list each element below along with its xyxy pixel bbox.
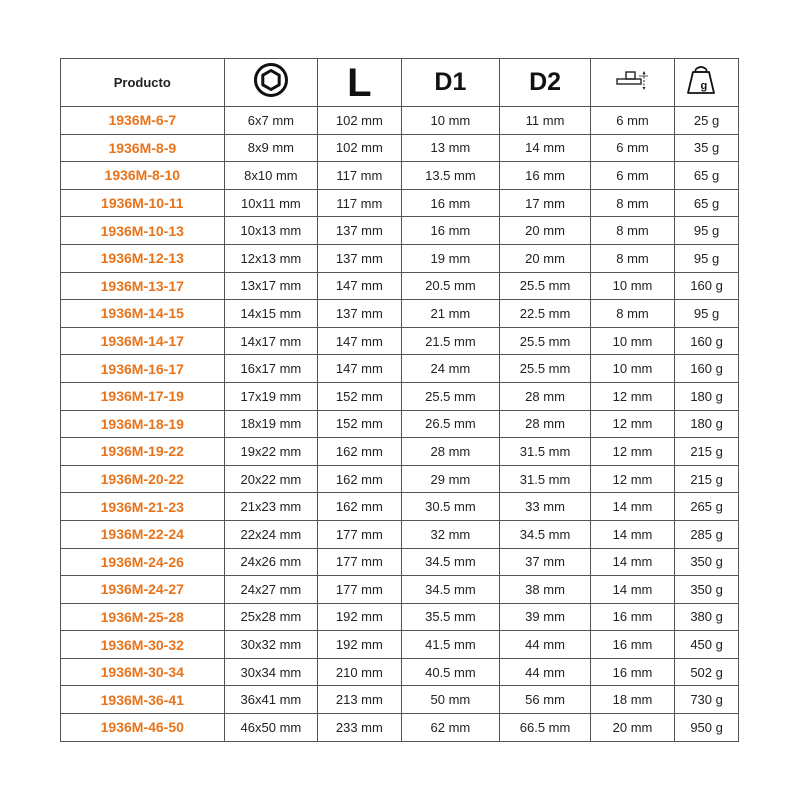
cell-product: 1936M-30-32 [61, 631, 225, 659]
cell-d2: 34.5 mm [500, 520, 591, 548]
cell-product: 1936M-25-28 [61, 603, 225, 631]
cell-product: 1936M-14-17 [61, 327, 225, 355]
cell-product: 1936M-10-13 [61, 217, 225, 245]
cell-weight: 502 g [675, 658, 739, 686]
cell-weight: 350 g [675, 548, 739, 576]
cell-d1: 50 mm [401, 686, 500, 714]
header-d2: D2 [500, 59, 591, 107]
table-row [61, 300, 739, 328]
cell-length: 137 mm [318, 300, 401, 328]
cell-d2: 44 mm [500, 658, 591, 686]
cell-length: 147 mm [318, 355, 401, 383]
cell-length: 192 mm [318, 631, 401, 659]
cell-d1: 25.5 mm [401, 382, 500, 410]
table-row [61, 107, 739, 135]
table-row [61, 658, 739, 686]
cell-d1: 41.5 mm [401, 631, 500, 659]
cell-square: 10 mm [590, 272, 674, 300]
cell-square: 16 mm [590, 658, 674, 686]
cell-weight: 180 g [675, 382, 739, 410]
table-row [61, 217, 739, 245]
table-row [61, 631, 739, 659]
cell-length: 117 mm [318, 189, 401, 217]
cell-product: 1936M-22-24 [61, 520, 225, 548]
cell-d2: 44 mm [500, 631, 591, 659]
cell-length: 162 mm [318, 465, 401, 493]
cell-d2: 11 mm [500, 107, 591, 135]
cell-size: 17x19 mm [224, 382, 318, 410]
cell-weight: 380 g [675, 603, 739, 631]
cell-product: 1936M-6-7 [61, 107, 225, 135]
cell-d2: 56 mm [500, 686, 591, 714]
table-header [61, 59, 739, 107]
header-product: Producto [61, 59, 225, 107]
spec-table [60, 58, 739, 742]
cell-d2: 20 mm [500, 217, 591, 245]
cell-size: 20x22 mm [224, 465, 318, 493]
cell-product: 1936M-12-13 [61, 244, 225, 272]
cell-weight: 450 g [675, 631, 739, 659]
cell-d2: 28 mm [500, 382, 591, 410]
cell-size: 16x17 mm [224, 355, 318, 383]
cell-size: 30x32 mm [224, 631, 318, 659]
cell-product: 1936M-36-41 [61, 686, 225, 714]
cell-product: 1936M-8-10 [61, 162, 225, 190]
table-row [61, 465, 739, 493]
cell-length: 137 mm [318, 244, 401, 272]
cell-d1: 13 mm [401, 134, 500, 162]
table-row [61, 162, 739, 190]
cell-square: 10 mm [590, 355, 674, 383]
cell-d1: 16 mm [401, 217, 500, 245]
cell-square: 8 mm [590, 217, 674, 245]
cell-size: 14x17 mm [224, 327, 318, 355]
cell-length: 210 mm [318, 658, 401, 686]
cell-length: 102 mm [318, 107, 401, 135]
cell-square: 12 mm [590, 410, 674, 438]
cell-d1: 10 mm [401, 107, 500, 135]
cell-square: 10 mm [590, 327, 674, 355]
cell-d1: 26.5 mm [401, 410, 500, 438]
cell-weight: 25 g [675, 107, 739, 135]
cell-d2: 16 mm [500, 162, 591, 190]
table-row [61, 548, 739, 576]
cell-square: 14 mm [590, 520, 674, 548]
cell-product: 1936M-20-22 [61, 465, 225, 493]
cell-d1: 21.5 mm [401, 327, 500, 355]
header-row [61, 59, 739, 107]
cell-d1: 30.5 mm [401, 493, 500, 521]
cell-weight: 160 g [675, 272, 739, 300]
cell-length: 147 mm [318, 327, 401, 355]
cell-size: 13x17 mm [224, 272, 318, 300]
cell-weight: 285 g [675, 520, 739, 548]
header-d1: D1 [401, 59, 500, 107]
cell-length: 177 mm [318, 520, 401, 548]
cell-d1: 40.5 mm [401, 658, 500, 686]
cell-size: 46x50 mm [224, 714, 318, 742]
cell-d2: 39 mm [500, 603, 591, 631]
cell-d2: 25.5 mm [500, 355, 591, 383]
cell-weight: 65 g [675, 162, 739, 190]
table-row [61, 438, 739, 466]
table-row [61, 520, 739, 548]
cell-product: 1936M-21-23 [61, 493, 225, 521]
cell-product: 1936M-16-17 [61, 355, 225, 383]
cell-weight: 160 g [675, 327, 739, 355]
cell-size: 30x34 mm [224, 658, 318, 686]
cell-d2: 31.5 mm [500, 465, 591, 493]
cell-d2: 38 mm [500, 576, 591, 604]
cell-size: 12x13 mm [224, 244, 318, 272]
cell-size: 18x19 mm [224, 410, 318, 438]
cell-weight: 350 g [675, 576, 739, 604]
cell-length: 152 mm [318, 410, 401, 438]
cell-weight: 65 g [675, 189, 739, 217]
cell-d1: 19 mm [401, 244, 500, 272]
cell-square: 6 mm [590, 134, 674, 162]
cell-product: 1936M-19-22 [61, 438, 225, 466]
cell-product: 1936M-46-50 [61, 714, 225, 742]
cell-size: 14x15 mm [224, 300, 318, 328]
table-row [61, 272, 739, 300]
cell-d1: 34.5 mm [401, 548, 500, 576]
cell-d1: 13.5 mm [401, 162, 500, 190]
cell-product: 1936M-13-17 [61, 272, 225, 300]
cell-d1: 62 mm [401, 714, 500, 742]
cell-size: 25x28 mm [224, 603, 318, 631]
cell-length: 177 mm [318, 576, 401, 604]
cell-size: 8x9 mm [224, 134, 318, 162]
cell-length: 192 mm [318, 603, 401, 631]
cell-size: 6x7 mm [224, 107, 318, 135]
cell-weight: 95 g [675, 244, 739, 272]
cell-product: 1936M-8-9 [61, 134, 225, 162]
cell-square: 6 mm [590, 107, 674, 135]
cell-d2: 31.5 mm [500, 438, 591, 466]
cell-length: 147 mm [318, 272, 401, 300]
cell-weight: 95 g [675, 217, 739, 245]
cell-length: 177 mm [318, 548, 401, 576]
cell-d1: 35.5 mm [401, 603, 500, 631]
cell-d2: 22.5 mm [500, 300, 591, 328]
cell-d2: 14 mm [500, 134, 591, 162]
cell-weight: 215 g [675, 465, 739, 493]
cell-weight: 160 g [675, 355, 739, 383]
cell-product: 1936M-24-26 [61, 548, 225, 576]
header-size [224, 59, 318, 107]
table-row [61, 493, 739, 521]
cell-product: 1936M-10-11 [61, 189, 225, 217]
table-row [61, 686, 739, 714]
cell-d2: 33 mm [500, 493, 591, 521]
cell-size: 24x27 mm [224, 576, 318, 604]
cell-product: 1936M-14-15 [61, 300, 225, 328]
cell-size: 8x10 mm [224, 162, 318, 190]
cell-square: 18 mm [590, 686, 674, 714]
cell-size: 24x26 mm [224, 548, 318, 576]
cell-square: 14 mm [590, 493, 674, 521]
weight-unit-label: g [700, 79, 708, 92]
cell-d1: 16 mm [401, 189, 500, 217]
table-body [61, 107, 739, 742]
cell-square: 6 mm [590, 162, 674, 190]
cell-length: 152 mm [318, 382, 401, 410]
cell-square: 12 mm [590, 465, 674, 493]
cell-weight: 180 g [675, 410, 739, 438]
cell-square: 8 mm [590, 244, 674, 272]
cell-size: 22x24 mm [224, 520, 318, 548]
cell-size: 36x41 mm [224, 686, 318, 714]
cell-d1: 29 mm [401, 465, 500, 493]
cell-square: 8 mm [590, 300, 674, 328]
table-row [61, 189, 739, 217]
cell-weight: 95 g [675, 300, 739, 328]
cell-d1: 20.5 mm [401, 272, 500, 300]
cell-product: 1936M-17-19 [61, 382, 225, 410]
header-weight [675, 59, 739, 107]
table-row [61, 382, 739, 410]
cell-size: 10x13 mm [224, 217, 318, 245]
table-row [61, 576, 739, 604]
cell-product: 1936M-18-19 [61, 410, 225, 438]
cell-square: 8 mm [590, 189, 674, 217]
cell-d1: 34.5 mm [401, 576, 500, 604]
cell-d2: 66.5 mm [500, 714, 591, 742]
table-row [61, 134, 739, 162]
hexagon-icon [254, 63, 288, 102]
cell-size: 21x23 mm [224, 493, 318, 521]
cell-d1: 21 mm [401, 300, 500, 328]
table-row [61, 327, 739, 355]
header-square [590, 59, 674, 107]
table-row [61, 244, 739, 272]
cell-weight: 35 g [675, 134, 739, 162]
cell-length: 137 mm [318, 217, 401, 245]
cell-square: 16 mm [590, 631, 674, 659]
cell-square: 12 mm [590, 382, 674, 410]
cell-square: 16 mm [590, 603, 674, 631]
cell-square: 14 mm [590, 548, 674, 576]
cell-length: 233 mm [318, 714, 401, 742]
cell-length: 213 mm [318, 686, 401, 714]
cell-d1: 32 mm [401, 520, 500, 548]
cell-product: 1936M-30-34 [61, 658, 225, 686]
cell-size: 10x11 mm [224, 189, 318, 217]
square-drive-icon [614, 69, 650, 96]
cell-length: 117 mm [318, 162, 401, 190]
cell-square: 14 mm [590, 576, 674, 604]
table-row [61, 603, 739, 631]
cell-length: 162 mm [318, 493, 401, 521]
cell-weight: 215 g [675, 438, 739, 466]
cell-length: 162 mm [318, 438, 401, 466]
cell-size: 19x22 mm [224, 438, 318, 466]
cell-square: 20 mm [590, 714, 674, 742]
cell-square: 12 mm [590, 438, 674, 466]
header-length: L [318, 59, 401, 107]
cell-weight: 950 g [675, 714, 739, 742]
cell-d2: 25.5 mm [500, 272, 591, 300]
cell-length: 102 mm [318, 134, 401, 162]
cell-d2: 25.5 mm [500, 327, 591, 355]
cell-weight: 265 g [675, 493, 739, 521]
table-row [61, 714, 739, 742]
cell-d2: 17 mm [500, 189, 591, 217]
cell-d2: 20 mm [500, 244, 591, 272]
cell-weight: 730 g [675, 686, 739, 714]
table-row [61, 355, 739, 383]
cell-d1: 24 mm [401, 355, 500, 383]
cell-d2: 28 mm [500, 410, 591, 438]
table-row [61, 410, 739, 438]
cell-d2: 37 mm [500, 548, 591, 576]
cell-d1: 28 mm [401, 438, 500, 466]
cell-product: 1936M-24-27 [61, 576, 225, 604]
